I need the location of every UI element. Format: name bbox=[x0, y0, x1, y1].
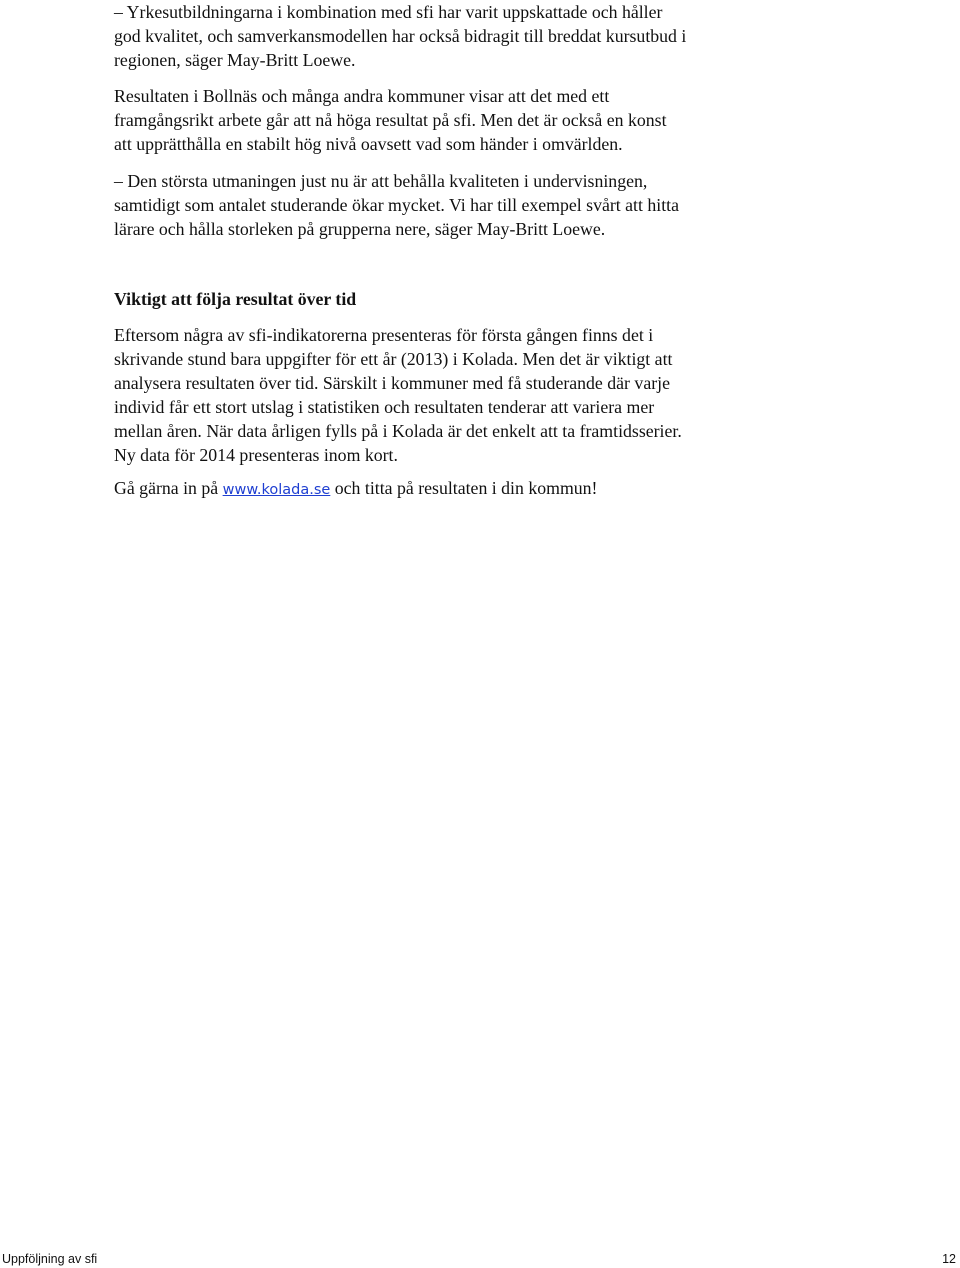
text-line: individ får ett stort utslag i statistiken och resultaten tenderar att variera mer bbox=[114, 397, 655, 417]
text-line: Resultaten i Bollnäs och många andra kommuner visar att det med ett bbox=[114, 86, 610, 106]
text-line: regionen, säger May-Britt Loewe. bbox=[114, 50, 356, 70]
text-line: lärare och hålla storleken på grupperna nere, säger May-Britt Loewe. bbox=[114, 219, 606, 239]
paragraph-closing bbox=[114, 476, 894, 502]
section-heading: Viktigt att följa resultat över tid bbox=[114, 289, 357, 309]
paragraph-quote-1 bbox=[114, 0, 894, 72]
text-line: att upprätthålla en stabilt hög nivå oavsett vad som händer i omvärlden. bbox=[114, 134, 623, 154]
text-line: skrivande stund bara uppgifter för ett år (2013) i Kolada. Men det är viktigt att bbox=[114, 349, 673, 369]
text-line: mellan åren. När data årligen fylls på i Kolada är det enkelt att ta framtidsserier. bbox=[114, 421, 682, 441]
text-line: framgångsrikt arbete går att nå höga resultat på sfi. Men det är också en konst bbox=[114, 110, 667, 130]
text-line: analysera resultaten över tid. Särskilt i kommuner med få studerande där varje bbox=[114, 373, 670, 393]
footer-page-number: 12 bbox=[942, 1252, 956, 1266]
kolada-link[interactable]: www.kolada.se bbox=[222, 482, 331, 498]
text-line: samtidigt som antalet studerande ökar mycket. Vi har till exempel svårt att hitta bbox=[114, 195, 679, 215]
footer-document-title: Uppföljning av sfi bbox=[2, 1252, 98, 1266]
text-line: – Yrkesutbildningarna i kombination med sfi har varit uppskattade och håller bbox=[114, 2, 663, 22]
closing-text-after: och titta på resultaten i din kommun! bbox=[330, 478, 598, 498]
page-footer bbox=[2, 1251, 956, 1267]
text-line: Eftersom några av sfi-indikatorerna presenteras för första gången finns det i bbox=[114, 325, 654, 345]
text-line: Ny data för 2014 presenteras inom kort. bbox=[114, 445, 398, 465]
text-line: god kvalitet, och samverkansmodellen har också bidragit till breddat kursutbud i bbox=[114, 26, 687, 46]
closing-text-before: Gå gärna in på bbox=[114, 478, 223, 498]
paragraph-section bbox=[114, 323, 894, 467]
paragraph-results bbox=[114, 84, 894, 156]
document-body bbox=[114, 0, 894, 502]
paragraph-quote-2 bbox=[114, 169, 894, 241]
text-line: – Den största utmaningen just nu är att behålla kvaliteten i undervisningen, bbox=[114, 171, 648, 191]
